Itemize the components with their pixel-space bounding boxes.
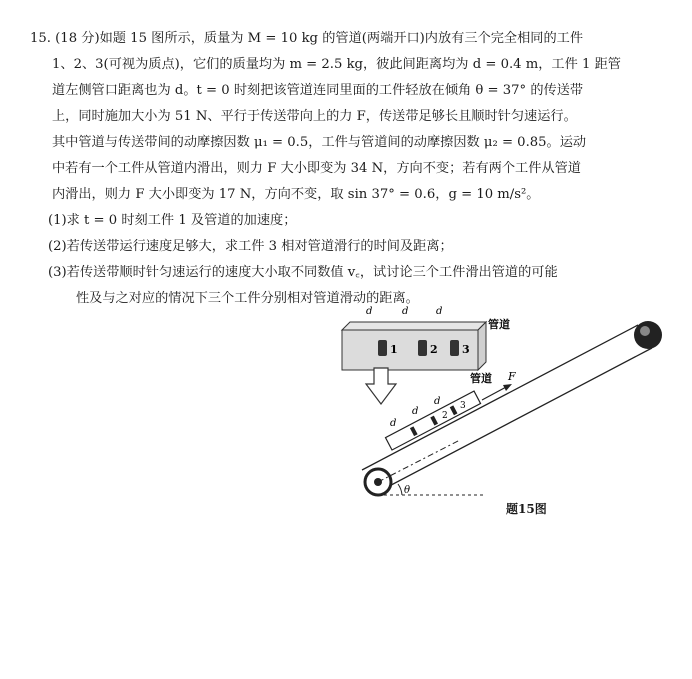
problem-line-2: 1、2、3(可视为质点)，它们的质量均为 m = 2.5 kg，彼此间距离均为 d = 0.4 m，工件 1 距管 — [52, 57, 621, 72]
problem-line-4: 上，同时施加大小为 51 N、平行于传送带向上的力 F，传送带足够长且顺时针匀速运行。 — [52, 109, 577, 124]
problem-line-6: 中若有一个工件从管道内滑出，则力 F 大小即变为 34 N，方向不变；若有两个工件从管道 — [52, 161, 581, 176]
problem-line-1: 15. (18 分)如题 15 图所示，质量为 M = 10 kg 的管道(两端开口)内放有三个完全相同的工件 — [30, 31, 584, 46]
workpiece-label-3: 3 — [462, 343, 470, 356]
workpiece-label-2: 2 — [430, 343, 438, 356]
problem-text — [30, 26, 670, 312]
question-1: (1)求 t = 0 时刻工件 1 及管道的加速度； — [48, 213, 297, 228]
question-2: (2)若传送带运行速度足够大，求工件 3 相对管道滑行的时间及距离； — [48, 239, 453, 254]
workpiece-2 — [418, 340, 427, 356]
force-arrow — [482, 386, 508, 400]
pipe-label-incline: 管道 — [470, 372, 492, 385]
problem-line-5: 其中管道与传送带间的动摩擦因数 μ₁ = 0.5，工件与管道间的动摩擦因数 μ₂ = 0.85。运动 — [52, 135, 587, 150]
angle-label: θ — [404, 485, 411, 496]
figure-caption: 题15图 — [506, 502, 547, 516]
workpiece-1 — [378, 340, 387, 356]
problem-line-3: 道左侧管口距离也为 d。t = 0 时刻把该管道连同里面的工件轻放在倾角 θ = 37° 的传送带 — [52, 83, 584, 98]
angle-arc — [398, 484, 402, 495]
spacing-label: d — [436, 306, 443, 317]
question-3: (3)若传送带顺时针匀速运行的速度大小取不同数值 v꜀，试讨论三个工件滑出管道的可能 — [48, 265, 558, 280]
spacing-label: d — [390, 418, 397, 429]
force-label: F — [508, 370, 516, 383]
spacing-label: d — [412, 406, 419, 417]
workpiece-3 — [450, 340, 459, 356]
conveyor-diagram — [336, 300, 680, 525]
spacing-label: d — [402, 306, 409, 317]
down-arrow-icon — [366, 368, 396, 404]
workpiece-label-2-incline: 2 — [442, 411, 448, 421]
spacing-label: d — [434, 396, 441, 407]
question-3-cont: 性及与之对应的情况下三个工件分别相对管道滑动的距离。 — [76, 291, 419, 306]
workpiece-label-1: 1 — [390, 343, 398, 356]
spacing-label: d — [366, 306, 373, 317]
pipe-label-top: 管道 — [488, 318, 510, 331]
force-arrow-head — [503, 384, 512, 391]
problem-line-7: 内滑出，则力 F 大小即变为 17 N，方向不变，取 sin 37° = 0.6，g = 10 m/s²。 — [52, 187, 540, 202]
pipe-3d-view — [342, 306, 510, 370]
workpiece-label-3-incline: 3 — [460, 401, 466, 411]
